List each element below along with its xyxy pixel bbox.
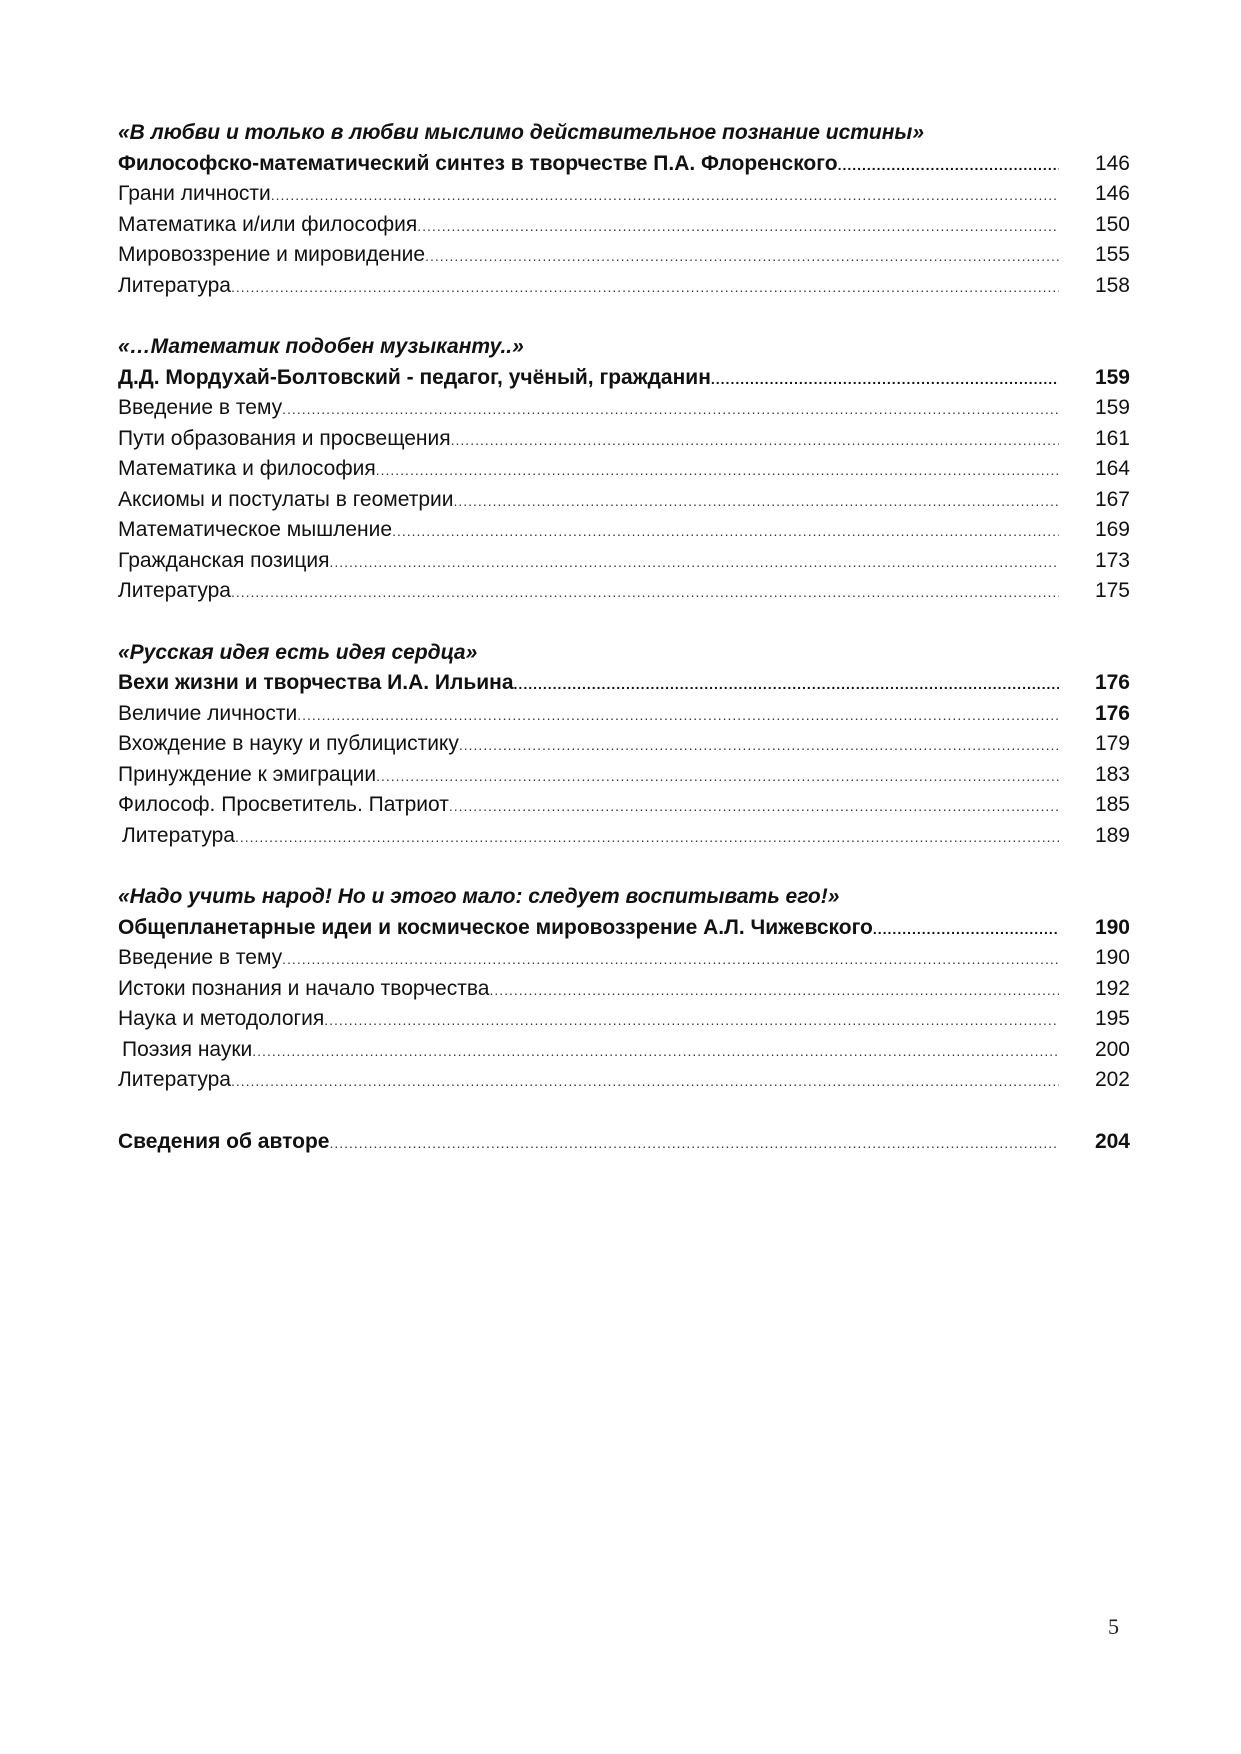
- toc-section-mordukhai-boltovsky: [118, 332, 1130, 607]
- dot-leader: [324, 1005, 1059, 1036]
- toc-entry-page: 204: [1094, 1129, 1130, 1153]
- dot-leader: [489, 975, 1059, 1006]
- toc-entry-page: 167: [1094, 487, 1130, 511]
- toc-entry-chapter: [118, 913, 1130, 944]
- toc-entry-title: Гражданская позиция: [118, 548, 330, 572]
- toc-entry: [118, 729, 1130, 760]
- toc-entry-title: Величие личности: [118, 701, 298, 725]
- toc-entry-page: 192: [1094, 976, 1130, 1000]
- dot-leader: [297, 700, 1059, 731]
- toc-entry: [118, 821, 1130, 852]
- toc-entry-page: 158: [1094, 273, 1130, 297]
- table-of-contents: [118, 118, 1130, 1157]
- toc-entry-page: 176: [1094, 671, 1130, 694]
- toc-entry-title: Введение в тему: [118, 946, 283, 969]
- toc-entry-title: Литература: [122, 823, 235, 847]
- toc-entry-page: 146: [1094, 182, 1130, 205]
- dot-leader: [231, 577, 1059, 608]
- toc-entry: [118, 760, 1130, 791]
- toc-entry-page: 183: [1094, 762, 1130, 786]
- toc-entry-title: Математическое мышление: [118, 518, 393, 541]
- toc-entry-page: 175: [1094, 579, 1130, 602]
- toc-entry: [118, 179, 1130, 210]
- toc-entry-page: 159: [1094, 365, 1130, 389]
- toc-entry-page: 202: [1094, 1068, 1130, 1091]
- section-epigraph: «В любви и только в любви мыслимо действительное познание истины»: [118, 121, 925, 144]
- dot-leader: [417, 211, 1059, 242]
- toc-entry-title: Математика и философия: [118, 457, 376, 480]
- toc-section-florensky: [118, 118, 1130, 301]
- toc-entry: [118, 1004, 1130, 1035]
- toc-entry-title: Литература: [118, 579, 231, 602]
- dot-leader: [235, 822, 1059, 853]
- toc-entry-page: 179: [1094, 732, 1130, 755]
- toc-entry-title: Грани личности: [118, 182, 271, 205]
- dot-leader: [449, 791, 1059, 822]
- toc-entry: [118, 1065, 1130, 1096]
- dot-leader: [231, 272, 1059, 303]
- dot-leader: [329, 1128, 1059, 1159]
- toc-entry-page: 195: [1094, 1007, 1130, 1030]
- dot-leader: [282, 394, 1059, 425]
- toc-entry: [118, 546, 1130, 577]
- dot-leader: [392, 516, 1059, 547]
- toc-entry-page: 173: [1094, 548, 1130, 572]
- toc-entry: [118, 424, 1130, 455]
- section-epigraph: «…Математик подобен музыканту..»: [118, 335, 524, 358]
- toc-entry-title: Истоки познания и начало творчества: [118, 976, 490, 1000]
- toc-entry: [118, 393, 1130, 424]
- dot-leader: [514, 669, 1059, 700]
- toc-entry-chapter: [118, 363, 1130, 394]
- toc-entry-title: Аксиомы и постулаты в геометрии: [118, 487, 454, 511]
- toc-entry-title: Принуждение к эмиграции: [118, 762, 377, 786]
- toc-entry: [118, 576, 1130, 607]
- toc-entry-title: Поэзия науки: [122, 1037, 253, 1061]
- toc-entry-page: 155: [1094, 243, 1130, 266]
- toc-entry-chapter: [118, 149, 1130, 180]
- toc-entry-page: 146: [1094, 151, 1130, 175]
- toc-entry-page: 169: [1094, 518, 1130, 541]
- toc-entry: [118, 699, 1130, 730]
- toc-entry: [118, 485, 1130, 516]
- toc-entry-title: Литература: [118, 273, 231, 297]
- page-number: 5: [1108, 1614, 1119, 1639]
- toc-entry-title: Д.Д. Мордухай-Болтовский - педагог, учёный, гражданин: [118, 365, 711, 389]
- toc-entry-page: 176: [1094, 701, 1130, 725]
- toc-entry-title: Наука и методология: [118, 1007, 325, 1030]
- dot-leader: [711, 364, 1059, 395]
- toc-entry-page: 190: [1094, 915, 1130, 939]
- toc-entry-page: 189: [1094, 823, 1130, 847]
- dot-leader: [376, 455, 1059, 486]
- toc-entry: [118, 454, 1130, 485]
- toc-entry-page: 159: [1094, 396, 1130, 419]
- toc-entry: [118, 1035, 1130, 1066]
- toc-entry-author-info: [118, 1127, 1130, 1158]
- toc-entry: [118, 515, 1130, 546]
- dot-leader: [425, 241, 1059, 272]
- section-epigraph: «Русская идея есть идея сердца»: [118, 640, 478, 664]
- toc-entry-page: 200: [1094, 1037, 1130, 1061]
- dot-leader: [376, 761, 1059, 792]
- toc-entry: [118, 240, 1130, 271]
- toc-entry-title: Вехи жизни и творчества И.А. Ильина: [118, 671, 514, 694]
- toc-entry: [118, 974, 1130, 1005]
- toc-entry-page: 185: [1094, 793, 1130, 816]
- toc-entry-title: Мировоззрение и мировидение: [118, 243, 426, 266]
- toc-entry-title: Вхождение в науку и публицистику: [118, 732, 459, 755]
- dot-leader: [231, 1066, 1059, 1097]
- dot-leader: [451, 425, 1059, 456]
- toc-entry: [118, 271, 1130, 302]
- toc-entry-title: Сведения об авторе: [118, 1129, 330, 1153]
- toc-entry-page: 161: [1094, 426, 1130, 450]
- toc-entry-title: Пути образования и просвещения: [118, 426, 451, 450]
- toc-entry-title: Математика и/или философия: [118, 212, 418, 236]
- dot-leader: [252, 1036, 1059, 1067]
- toc-entry-page: 164: [1094, 457, 1130, 480]
- toc-entry-title: Общепланетарные идеи и космическое мировоззрение А.Л. Чижевского: [118, 915, 873, 939]
- dot-leader: [453, 486, 1059, 517]
- dot-leader: [838, 150, 1059, 181]
- toc-entry-title: Введение в тему: [118, 396, 283, 419]
- dot-leader: [329, 547, 1059, 578]
- toc-section-chizhevsky: [118, 882, 1130, 1096]
- toc-entry-chapter: [118, 668, 1130, 699]
- dot-leader: [271, 180, 1059, 211]
- dot-leader: [282, 944, 1059, 975]
- toc-entry: [118, 210, 1130, 241]
- toc-entry: [118, 943, 1130, 974]
- toc-entry: [118, 790, 1130, 821]
- toc-entry-title: Литература: [118, 1068, 231, 1091]
- toc-section-ilyin: [118, 638, 1130, 852]
- toc-entry-page: 190: [1094, 946, 1130, 969]
- dot-leader: [873, 914, 1059, 945]
- toc-entry-title: Философско-математический синтез в творчестве П.А. Флоренского: [118, 151, 838, 175]
- section-epigraph: «Надо учить народ! Но и этого мало: следует воспитывать его!»: [118, 885, 840, 908]
- dot-leader: [459, 730, 1059, 761]
- toc-entry-page: 150: [1094, 212, 1130, 236]
- toc-entry-title: Философ. Просветитель. Патриот: [118, 793, 449, 816]
